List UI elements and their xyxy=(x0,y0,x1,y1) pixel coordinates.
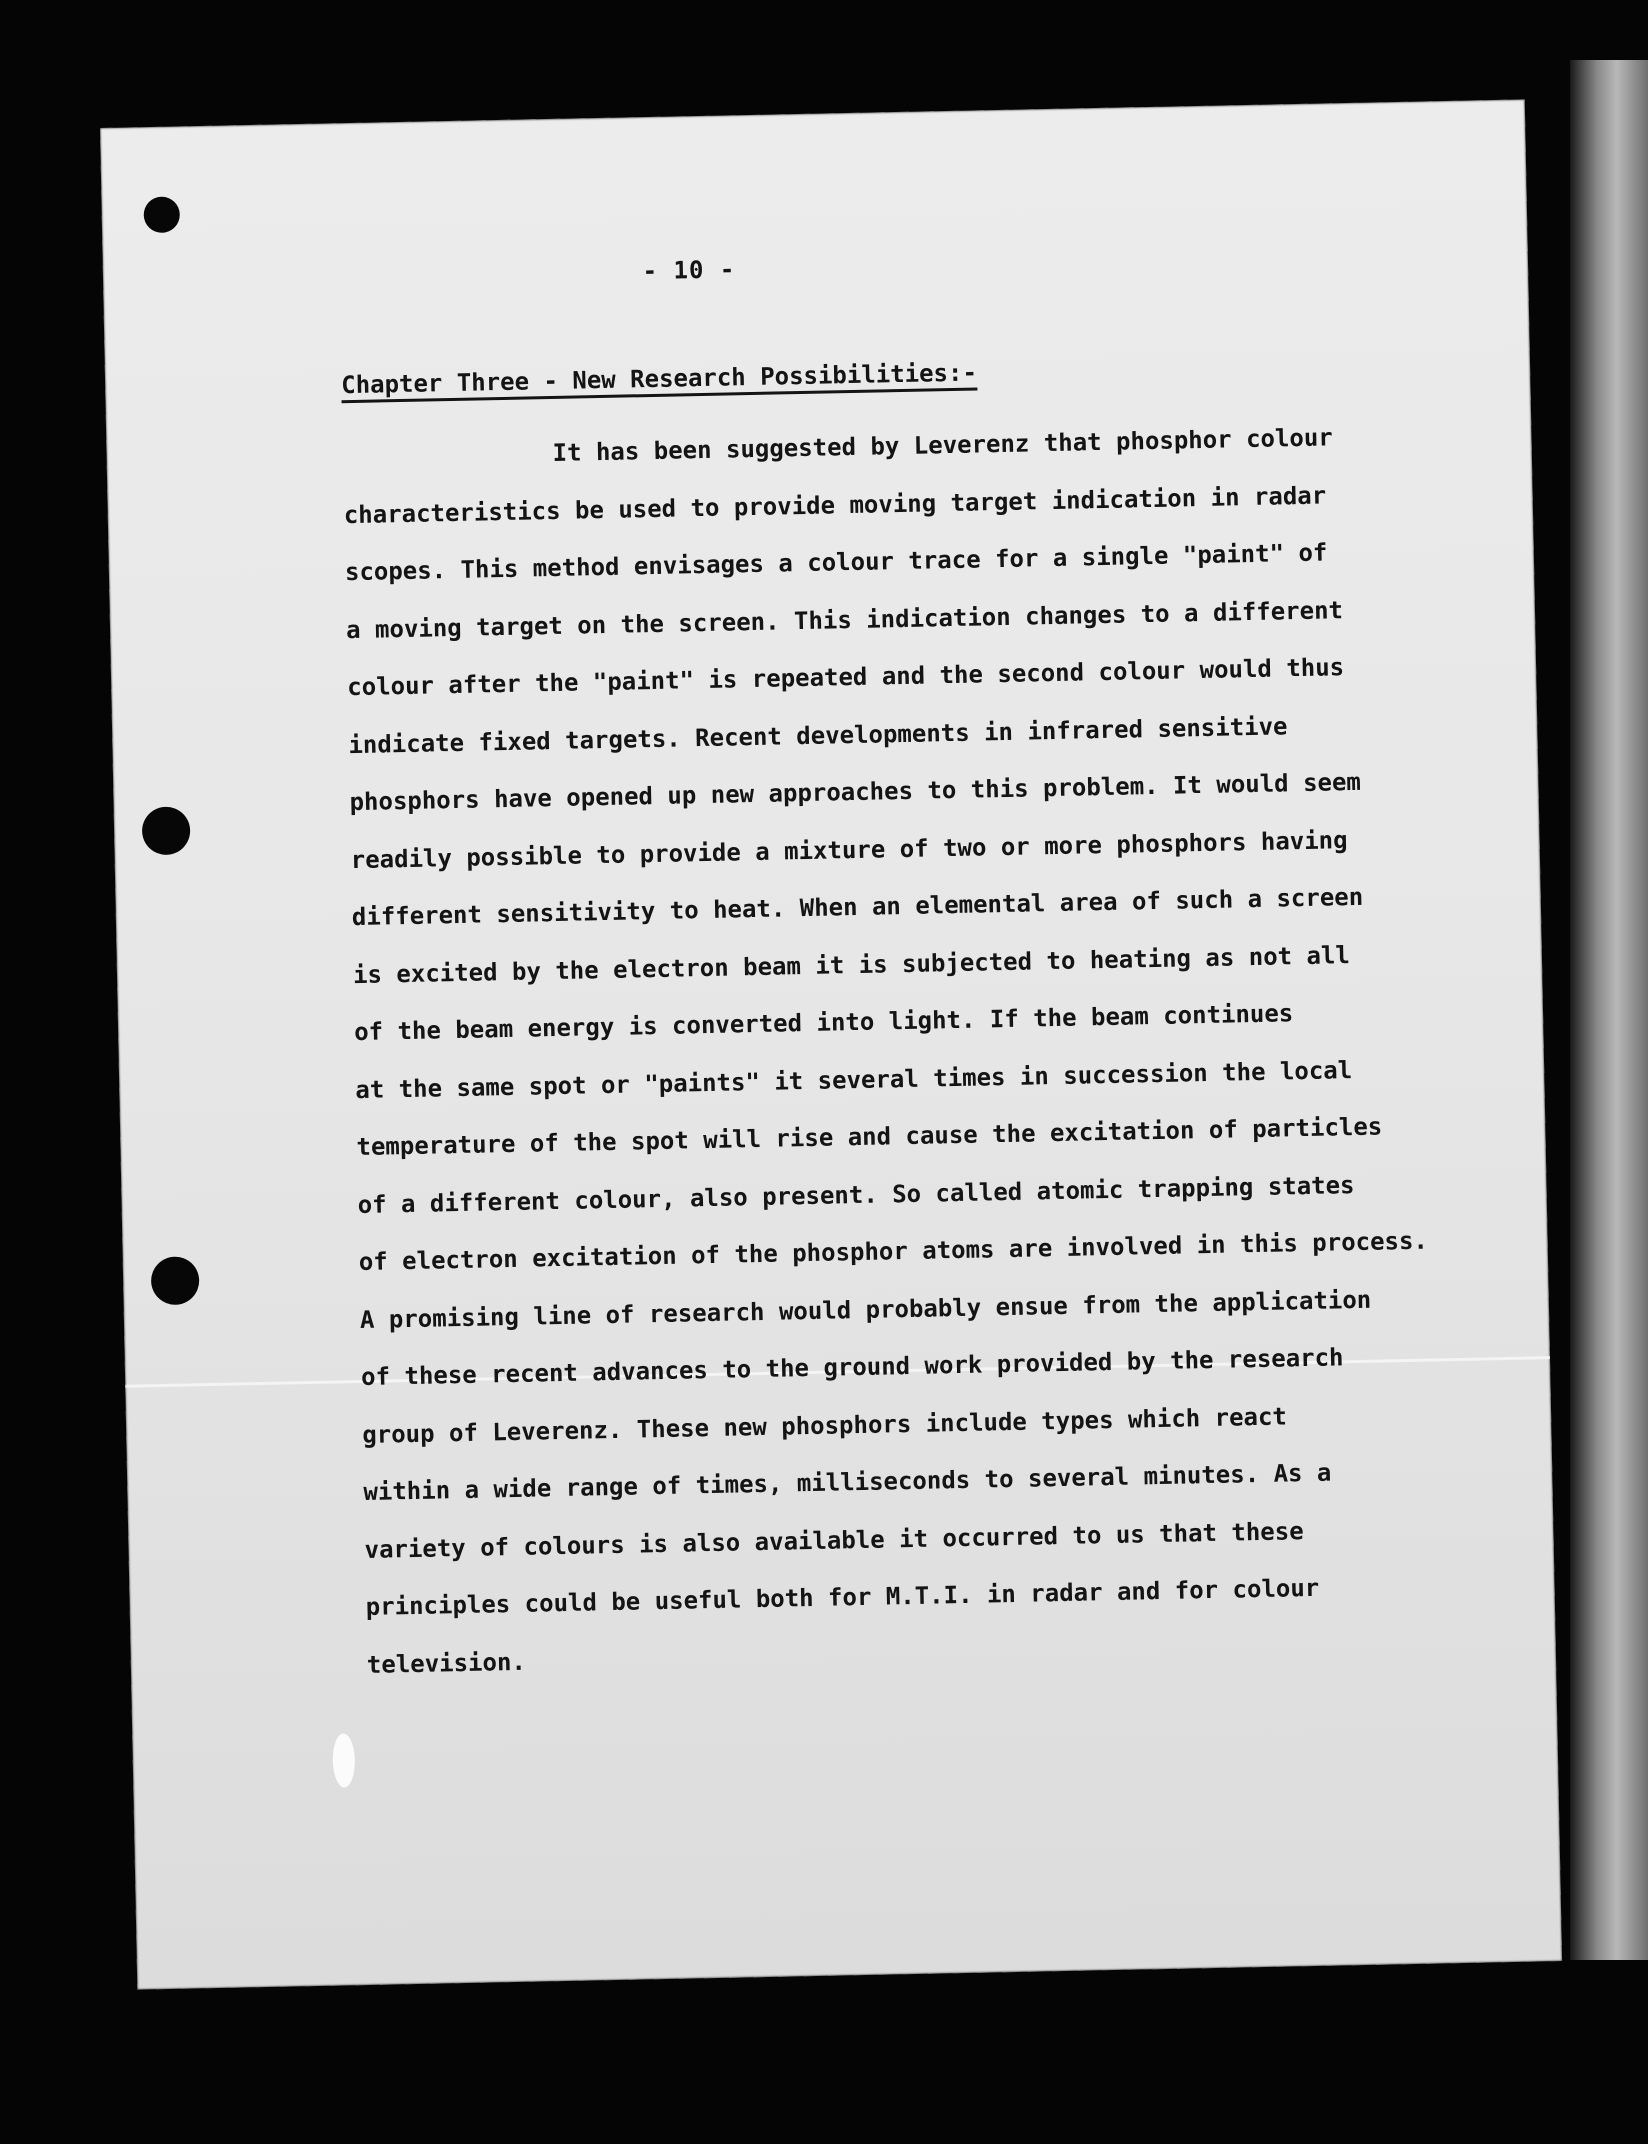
punch-hole-lower xyxy=(151,1256,200,1305)
paragraph-line: at the same spot or "paints" it several times in succession the local xyxy=(355,1055,1353,1104)
paragraph-line: principles could be useful both for M.T.I. in radar and for colour xyxy=(365,1573,1320,1621)
page-number: - 10 - xyxy=(642,255,736,286)
paragraph-line: temperature of the spot will rise and cause the excitation of particles xyxy=(356,1112,1383,1162)
paragraph-line: within a wide range of times, milliseconds to several minutes. As a xyxy=(363,1458,1332,1506)
paragraph-line: characteristics be used to provide moving target indication in radar xyxy=(343,480,1327,529)
punch-hole-middle xyxy=(142,806,191,855)
paragraph-line: indicate fixed targets. Recent developments in infrared sensitive xyxy=(348,711,1288,759)
paper-blemish xyxy=(332,1733,355,1787)
paragraph-line: colour after the "paint" is repeated and the second colour would thus xyxy=(346,653,1345,702)
paragraph-line: of electron excitation of the phosphor atoms are involved in this process. xyxy=(358,1226,1429,1277)
paper-sheet xyxy=(100,99,1562,1989)
body-paragraph xyxy=(342,408,1447,1694)
punch-hole-top xyxy=(143,196,180,233)
paragraph-line: variety of colours is also available it occurred to us that these xyxy=(364,1516,1304,1564)
paragraph-line: scopes. This method envisages a colour trace for a single "paint" of xyxy=(344,538,1328,587)
adjacent-page-edge xyxy=(1570,60,1648,1960)
paragraph-line: is excited by the electron beam it is subjected to heating as not all xyxy=(352,940,1351,989)
paragraph-line: A promising line of research would probably ensue from the application xyxy=(359,1285,1372,1334)
paragraph-line: It has been suggested by Leverenz that phosphor colour xyxy=(552,423,1334,467)
chapter-heading: Chapter Three - New Research Possibilities:- xyxy=(341,358,977,403)
paragraph-line: television. xyxy=(366,1647,527,1679)
paragraph-line: a moving target on the screen. This indication changes to a different xyxy=(345,595,1344,644)
typed-text-block xyxy=(339,242,1448,1694)
paragraph-line: readily possible to provide a mixture of two or more phosphors having xyxy=(350,825,1348,874)
paragraph-line: of these recent advances to the ground work provided by the research xyxy=(360,1343,1344,1392)
paragraph-line: group of Leverenz. These new phosphors include types which react xyxy=(361,1401,1288,1449)
paragraph-line: of the beam energy is converted into light. If the beam continues xyxy=(353,999,1294,1047)
paragraph-line: phosphors have opened up new approaches to this problem. It would seem xyxy=(349,767,1362,817)
paragraph-line: of a different colour, also present. So called atomic trapping states xyxy=(357,1170,1355,1219)
paragraph-line: different sensitivity to heat. When an elemental area of such a screen xyxy=(351,882,1364,932)
